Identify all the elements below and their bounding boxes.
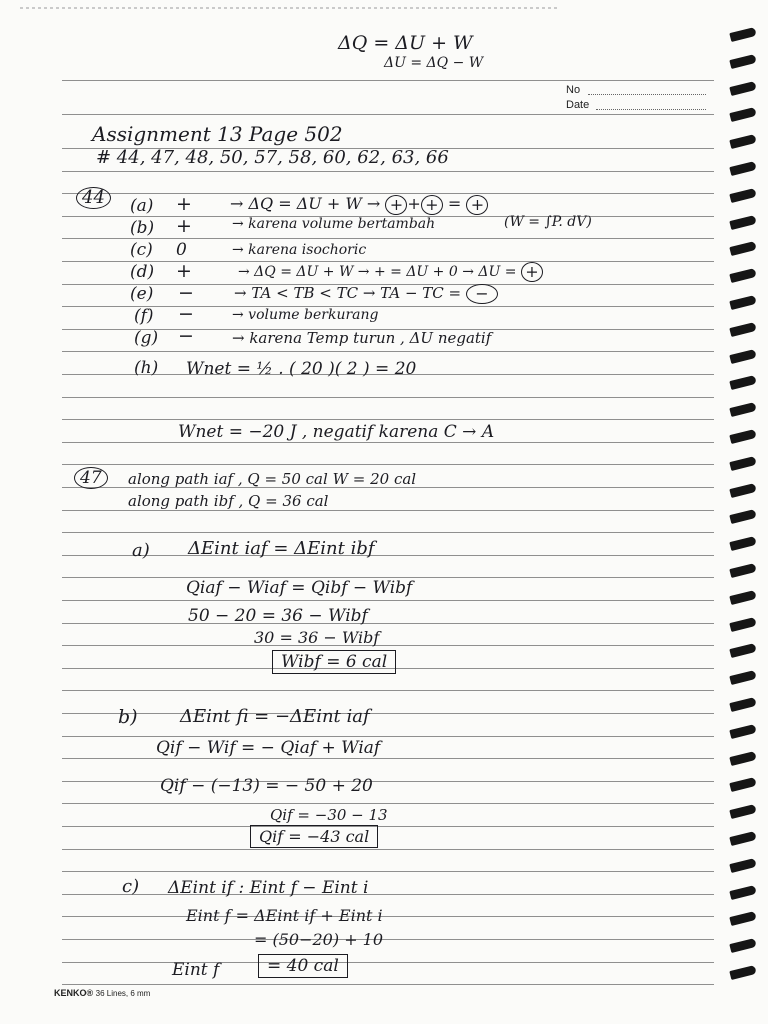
binding-hole bbox=[729, 27, 756, 42]
ruled-line bbox=[62, 623, 714, 624]
p44-c-label: (c) bbox=[130, 240, 153, 260]
no-dotted-line bbox=[588, 94, 706, 95]
binding-hole bbox=[729, 911, 756, 926]
p47-a-label: a) bbox=[132, 540, 150, 561]
p44-b-note: (W = ∫P. dV) bbox=[504, 214, 592, 230]
ruled-line bbox=[62, 397, 714, 398]
binding-hole bbox=[729, 483, 756, 498]
binding-hole bbox=[729, 885, 756, 900]
binding-hole bbox=[729, 536, 756, 551]
p44-f-sign: − bbox=[178, 303, 194, 325]
p47-c-label: c) bbox=[122, 876, 140, 897]
ruled-line bbox=[62, 736, 714, 737]
plus-circle-icon: + bbox=[385, 195, 407, 215]
ruled-line bbox=[62, 351, 714, 352]
p47-line-2: along path ibf , Q = 36 cal bbox=[128, 492, 329, 510]
ruled-line bbox=[62, 826, 714, 827]
p44-d-label: (d) bbox=[130, 262, 155, 282]
p44-b-text: → karena volume bertambah bbox=[232, 216, 436, 232]
ruled-line bbox=[62, 690, 714, 691]
p44-h-result: Wnet = −20 J , negatif karena C → A bbox=[178, 422, 495, 442]
binding-hole bbox=[729, 322, 756, 337]
p47-b-eq2: Qif − Wif = − Qiaf + Wiaf bbox=[156, 738, 381, 758]
p44-b-sign: + bbox=[176, 215, 192, 237]
p44-e-label: (e) bbox=[130, 284, 154, 304]
no-label: No bbox=[566, 84, 581, 96]
ruled-line bbox=[62, 962, 714, 963]
p44-d-text: → ΔQ = ΔU + W → + = ΔU + 0 → ΔU = + bbox=[238, 262, 543, 282]
p47-line-1: along path iaf , Q = 50 cal W = 20 cal bbox=[128, 470, 417, 488]
ruled-line bbox=[62, 894, 714, 895]
p44-f-text: → volume berkurang bbox=[232, 307, 379, 323]
ruled-line bbox=[62, 984, 714, 985]
binding-hole bbox=[729, 777, 756, 792]
binding-hole bbox=[729, 617, 756, 632]
p44-h-label: (h) bbox=[134, 358, 159, 378]
p44-f-label: (f) bbox=[134, 306, 154, 326]
binding-hole bbox=[729, 938, 756, 953]
problem-44-number: 44 bbox=[76, 187, 111, 209]
p44-a-sign: + bbox=[176, 193, 192, 215]
binding-hole bbox=[729, 751, 756, 766]
plus-circle-icon: + bbox=[421, 195, 443, 215]
spiral-binding bbox=[718, 30, 758, 990]
ruled-line bbox=[62, 238, 714, 239]
top-equation-2: ΔU = ΔQ − W bbox=[384, 55, 484, 71]
p47-c-eq1: ΔEint if : Eint f − Eint i bbox=[168, 878, 369, 898]
binding-hole bbox=[729, 241, 756, 256]
ruled-line bbox=[62, 849, 714, 850]
ruled-line bbox=[62, 871, 714, 872]
p44-c-text: → karena isochoric bbox=[232, 242, 367, 258]
binding-hole bbox=[729, 81, 756, 96]
p47-b-answer-box: Qif = −43 cal bbox=[250, 825, 378, 848]
problem-list: # 44, 47, 48, 50, 57, 58, 60, 62, 63, 66 bbox=[96, 147, 449, 168]
p47-b-eq4: Qif = −30 − 13 bbox=[270, 806, 388, 824]
ruled-line bbox=[62, 171, 714, 172]
binding-hole bbox=[729, 268, 756, 283]
binding-hole bbox=[729, 54, 756, 69]
brand-spec: 36 Lines, 6 mm bbox=[95, 989, 151, 998]
ruled-line bbox=[62, 419, 714, 420]
p47-b-eq1: ΔEint fi = −ΔEint iaf bbox=[180, 706, 370, 727]
p47-c-eq2: Eint f = ΔEint if + Eint i bbox=[186, 906, 383, 925]
p44-g-label: (g) bbox=[134, 328, 159, 348]
binding-hole bbox=[729, 188, 756, 203]
problem-47-number: 47 bbox=[74, 467, 108, 489]
p47-c-answer-box: = 40 cal bbox=[258, 954, 348, 978]
p47-a-answer-box: Wibf = 6 cal bbox=[272, 650, 396, 674]
plus-circle-icon: + bbox=[466, 195, 488, 215]
ruled-line bbox=[62, 803, 714, 804]
binding-hole bbox=[729, 161, 756, 176]
p44-e-sign: − bbox=[178, 282, 194, 304]
p44-e-text: → TA < TB < TC → TA − TC = − bbox=[234, 284, 498, 304]
p44-a-text: → ΔQ = ΔU + W → + + + = + bbox=[230, 194, 488, 215]
binding-hole bbox=[729, 563, 756, 578]
ruled-line bbox=[62, 600, 714, 601]
minus-circle-icon: − bbox=[466, 284, 498, 304]
ruled-line bbox=[62, 939, 714, 940]
p47-c-lhs: Eint f bbox=[172, 960, 220, 980]
ruled-line bbox=[62, 464, 714, 465]
p44-g-text: → karena Temp turun , ΔU negatif bbox=[232, 329, 492, 347]
ruled-line bbox=[62, 532, 714, 533]
binding-hole bbox=[729, 670, 756, 685]
ruled-line bbox=[62, 645, 714, 646]
binding-hole bbox=[729, 697, 756, 712]
plus-circle-icon: + bbox=[521, 262, 543, 282]
binding-hole bbox=[729, 107, 756, 122]
p44-d-sign: + bbox=[176, 260, 192, 282]
ruled-line bbox=[62, 916, 714, 917]
p44-h-text: Wnet = ½ . ( 20 )( 2 ) = 20 bbox=[186, 359, 417, 379]
binding-hole bbox=[729, 349, 756, 364]
binding-hole bbox=[729, 375, 756, 390]
p47-a-eq4: 30 = 36 − Wibf bbox=[254, 628, 380, 647]
p47-a-eq3: 50 − 20 = 36 − Wibf bbox=[188, 606, 368, 626]
p44-b-label: (b) bbox=[130, 218, 155, 238]
ruled-line bbox=[62, 713, 714, 714]
p47-a-eq1: ΔEint iaf = ΔEint ibf bbox=[188, 538, 375, 559]
binding-hole bbox=[729, 724, 756, 739]
binding-hole bbox=[729, 858, 756, 873]
binding-hole bbox=[729, 643, 756, 658]
assignment-title: Assignment 13 Page 502 bbox=[92, 122, 343, 146]
binding-hole bbox=[729, 134, 756, 149]
binding-hole bbox=[729, 831, 756, 846]
brand-name: KENKO bbox=[54, 988, 87, 998]
binding-hole bbox=[729, 429, 756, 444]
p47-c-eq3: = (50−20) + 10 bbox=[254, 930, 384, 949]
binding-hole bbox=[729, 804, 756, 819]
top-equation-1: ΔQ = ΔU + W bbox=[338, 32, 473, 54]
binding-hole bbox=[729, 509, 756, 524]
p44-a-label: (a) bbox=[130, 196, 154, 216]
p44-g-sign: − bbox=[178, 325, 194, 347]
p44-c-sign: 0 bbox=[176, 240, 187, 260]
ruled-line bbox=[62, 510, 714, 511]
ruled-line bbox=[62, 114, 714, 115]
p47-b-eq3: Qif − (−13) = − 50 + 20 bbox=[160, 776, 373, 796]
perforated-top-edge bbox=[20, 2, 560, 12]
ruled-line bbox=[62, 306, 714, 307]
ruled-line bbox=[62, 80, 714, 81]
notebook-brand: KENKO® 36 Lines, 6 mm bbox=[54, 988, 151, 998]
binding-hole bbox=[729, 590, 756, 605]
date-label: Date bbox=[566, 99, 590, 111]
binding-hole bbox=[729, 456, 756, 471]
binding-hole bbox=[729, 295, 756, 310]
ruled-line bbox=[62, 555, 714, 556]
binding-hole bbox=[729, 965, 756, 980]
binding-hole bbox=[729, 402, 756, 417]
date-dotted-line bbox=[596, 109, 706, 110]
ruled-line bbox=[62, 442, 714, 443]
ruled-line bbox=[62, 758, 714, 759]
p47-a-eq2: Qiaf − Wiaf = Qibf − Wibf bbox=[186, 578, 413, 598]
p47-b-label: b) bbox=[118, 706, 138, 728]
binding-hole bbox=[729, 215, 756, 230]
